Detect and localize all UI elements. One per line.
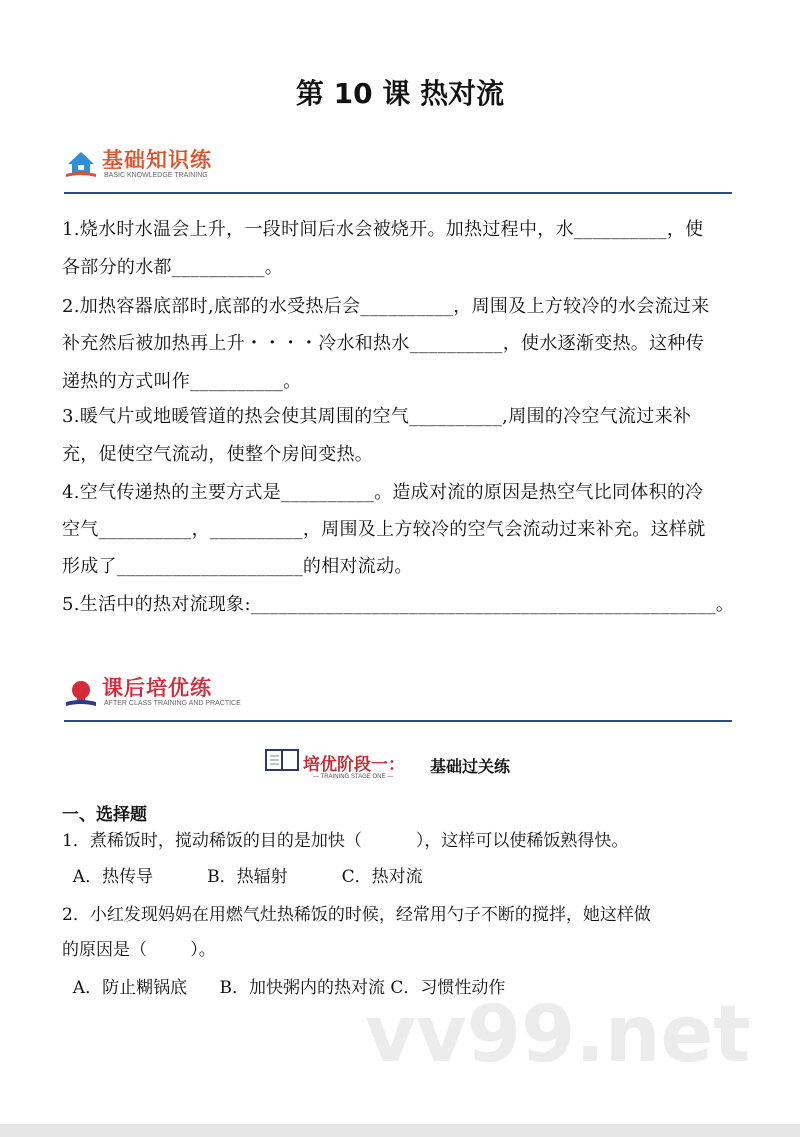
text-line: 各部分的水都__________。 (62, 257, 284, 278)
section-subtitle: BASIC KNOWLEDGE TRAINING (104, 172, 208, 179)
text-line: 形成了____________________的相对流动。 (62, 556, 413, 577)
text-line: 补充然后被加热再上升・・・・冷水和热水__________，使水逐渐变热。这种传 (62, 333, 704, 354)
section-header-basic (64, 142, 732, 194)
watermark: vv99.net (365, 990, 751, 1080)
choice-heading: 一、选择题 (62, 805, 147, 825)
text-line: 1.烧水时水温会上升，一段时间后水会被烧开。加热过程中，水__________，使 (62, 219, 704, 240)
section-title: 课后培优练 (102, 676, 212, 700)
question-options: A．热传导 B．热辐射 C．热对流 (62, 867, 423, 887)
page-bottom-edge (0, 1124, 800, 1137)
question-line: 的原因是（ ）。 (62, 940, 216, 960)
text-line: 3.暖气片或地暖管道的热会使其周围的空气__________,周围的冷空气流过来补 (62, 406, 692, 427)
open-book-icon (265, 748, 299, 774)
section-title: 基础知识练 (102, 148, 212, 172)
page-title: 第 10 课 热对流 (295, 77, 505, 110)
question-options: A．防止糊锅底 B．加快粥内的热对流 C．习惯性动作 (62, 978, 506, 998)
text-line: 空气__________，__________，周围及上方较冷的空气会流动过来补充。这样就 (62, 519, 706, 540)
stage-header (265, 748, 511, 788)
question-line: 2．小红发现妈妈在用燃气灶热稀饭的时候，经常用勺子不断的搅拌，她这样做 (62, 905, 651, 925)
lightbulb-book-icon (64, 676, 98, 710)
text-line: 2.加热容器底部时,底部的水受热后会__________，周围及上方较冷的水会流过来 (62, 296, 710, 317)
house-book-icon (64, 148, 98, 182)
section-header-after-class (64, 670, 732, 722)
stage-title: 培优阶段一： (303, 755, 405, 775)
text-line: 充，促使空气流动，使整个房间变热。 (62, 444, 374, 465)
section-subtitle: AFTER CLASS TRAINING AND PRACTICE (104, 700, 241, 707)
text-line: 递热的方式叫作__________。 (62, 371, 302, 392)
text-line: 5.生活中的热对流现象:__________________________________________________。 (62, 594, 735, 615)
stage-english: — TRAINING STAGE ONE — (313, 774, 394, 780)
text-line: 4.空气传递热的主要方式是__________。造成对流的原因是热空气比同体积的冷 (62, 482, 704, 503)
stage-subtitle: 基础过关练 (430, 757, 511, 776)
question-line: 1．煮稀饭时，搅动稀饭的目的是加快（ ），这样可以使稀饭熟得快。 (62, 831, 629, 851)
